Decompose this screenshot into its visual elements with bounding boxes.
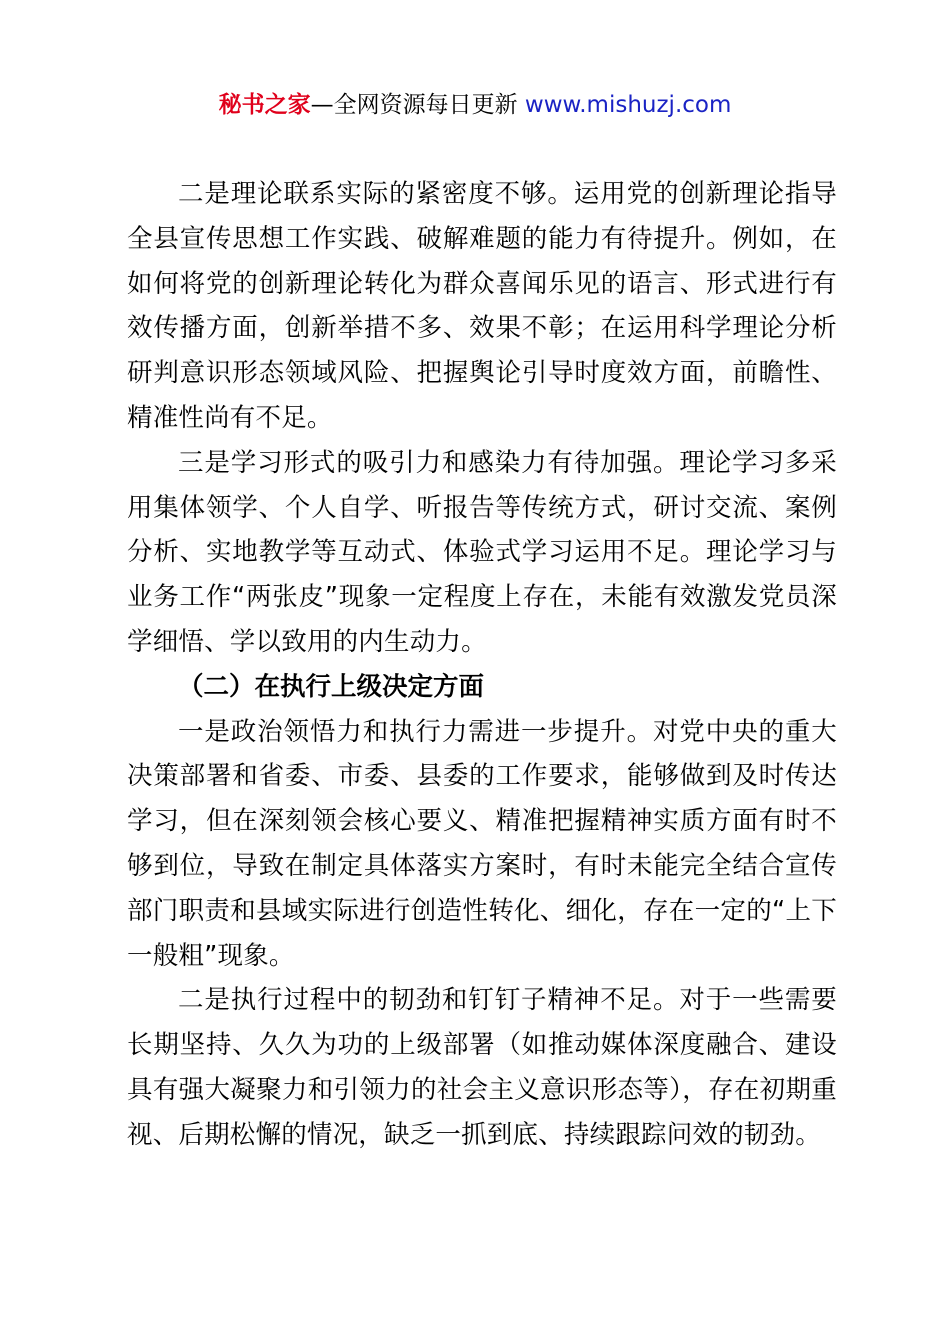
section-heading: （二）在执行上级决定方面 [178,671,485,702]
paragraph-learning-format: 三是学习形式的吸引力和感染力有待加强。理论学习多采用集体领学、个人自学、听报告等传统方式，研讨交流、案例分析、实地教学等互动式、体验式学习运用不足。理论学习与业务工作“两张皮”现象一定程度上存在，未能有效激发党员深学细悟、学以致用的内生动力。 [127,447,837,657]
document-body [127,172,837,1158]
paragraph-political-execution: 一是政治领悟力和执行力需进一步提升。对党中央的重大决策部署和省委、市委、县委的工作要求，能够做到及时传达学习，但在深刻领会核心要义、精准把握精神实质方面有时不够到位，导致在制定具体落实方案时，有时未能完全结合宣传部门职责和县域实际进行创造性转化、细化，存在一定的“上下一般粗”现象。 [127,716,837,971]
paragraph-perseverance: 二是执行过程中的韧劲和钉钉子精神不足。对于一些需要长期坚持、久久为功的上级部署（如推动媒体深度融合、建设具有强大凝聚力和引领力的社会主义意识形态等），存在初期重视、后期松懈的情况，缺乏一抓到底、持续跟踪问效的韧劲。 [127,985,837,1150]
site-url-link[interactable]: www.mishuzj.com [524,92,732,118]
paragraph-theory-practice: 二是理论联系实际的紧密度不够。运用党的创新理论指导全县宣传思想工作实践、破解难题的能力有待提升。例如，在如何将党的创新理论转化为群众喜闻乐见的语言、形式进行有效传播方面，创新举措不多、效果不彰；在运用科学理论分析研判意识形态领域风险、把握舆论引导时度效方面，前瞻性、精准性尚有不足。 [127,179,837,433]
page-header [0,88,950,122]
brand-name: 秘书之家 [218,92,311,118]
header-tagline: —全网资源每日更新 [310,92,518,118]
